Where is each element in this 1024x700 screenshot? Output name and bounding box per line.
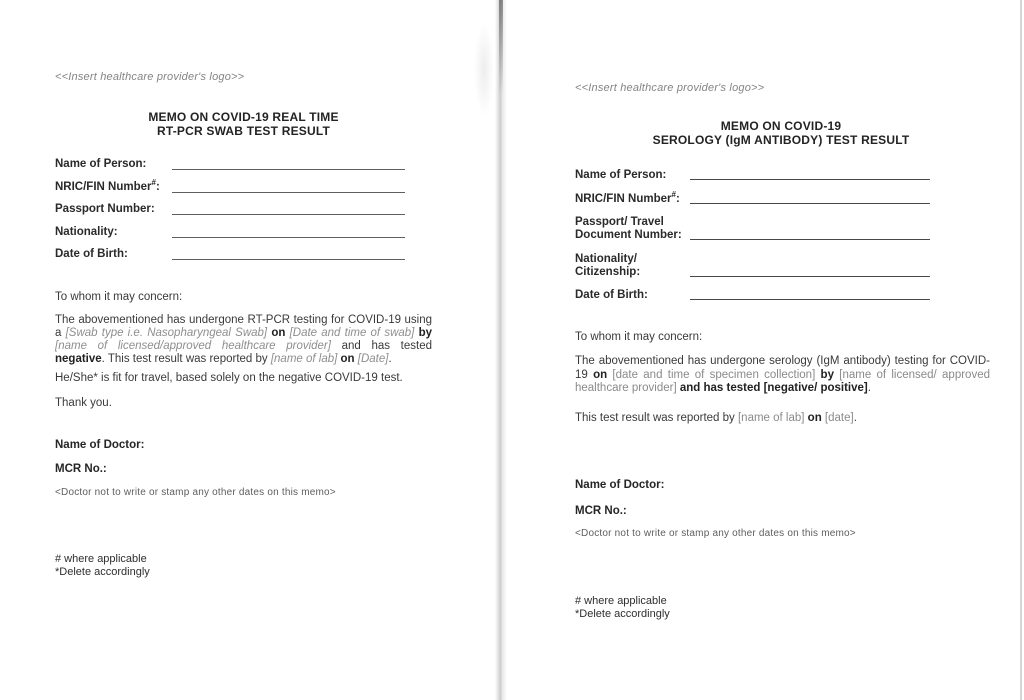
memo-title-line2: SEROLOGY (IgM ANTIBODY) TEST RESULT xyxy=(652,132,910,147)
field-label xyxy=(575,289,690,302)
form-field-row xyxy=(575,169,930,182)
text-segment: . This test result was reported by xyxy=(101,353,271,365)
text-segment: . xyxy=(853,412,857,424)
text-segment: [name of lab] xyxy=(270,353,338,365)
footnote-line: # where applicable xyxy=(575,595,667,607)
mcr-number-label: MCR No.: xyxy=(575,505,627,517)
fit-for-travel-text: He/She* is fit for travel, based solely on the negative COVID-19 test. xyxy=(55,372,403,384)
text-segment: [date and time of specimen collection] xyxy=(612,368,816,381)
text-segment: . xyxy=(867,382,871,394)
form-field-row xyxy=(575,216,930,242)
blank-fill-in-line xyxy=(172,237,405,238)
footnote-line: *Delete accordingly xyxy=(55,566,150,578)
superscript-mark: # xyxy=(671,189,676,199)
text-segment: [date] xyxy=(824,412,854,424)
form-field-row xyxy=(55,226,405,239)
text-segment: by xyxy=(414,327,432,339)
field-label-line: Nationality/ xyxy=(575,252,637,265)
result-paragraph xyxy=(575,355,990,396)
doctor-instruction-note: <Doctor not to write or stamp any other dates on this memo> xyxy=(55,487,336,498)
blank-fill-in-line xyxy=(172,214,405,215)
memo-page-rtpcr xyxy=(0,0,497,700)
scan-shadow-smudge xyxy=(474,22,494,117)
memo-title xyxy=(55,111,432,138)
person-detail-fields xyxy=(575,169,930,313)
form-field-row xyxy=(55,248,405,261)
text-segment: and has tested xyxy=(676,382,764,394)
reported-by-paragraph xyxy=(575,412,990,426)
blank-fill-in-line xyxy=(690,239,930,240)
text-segment: [negative/ positive] xyxy=(763,382,868,394)
text-segment: on xyxy=(267,327,290,339)
text-segment: negative xyxy=(55,353,102,365)
field-label-line: Date of Birth: xyxy=(575,289,648,301)
field-label-line: Name of Person: xyxy=(55,158,147,170)
text-segment: [Swab type i.e. Nasopharyngeal Swab] xyxy=(65,327,268,339)
text-segment: [Date and time of swab] xyxy=(289,327,415,339)
blank-fill-in-line xyxy=(172,169,405,170)
text-segment: on xyxy=(593,368,613,381)
memo-title xyxy=(575,120,987,147)
text-segment: [Date] xyxy=(357,353,389,365)
form-field-row xyxy=(575,289,930,302)
field-label xyxy=(575,189,690,206)
memo-title-line2: RT-PCR SWAB TEST RESULT xyxy=(156,123,331,138)
blank-fill-in-line xyxy=(172,259,405,260)
blank-fill-in-line xyxy=(690,276,930,277)
result-paragraph xyxy=(55,314,432,366)
blank-fill-in-line xyxy=(690,179,930,180)
salutation-text: To whom it may concern: xyxy=(575,331,703,343)
footnotes xyxy=(55,553,150,579)
text-segment: This test result was reported by xyxy=(575,412,738,424)
logo-placeholder-text: <<Insert healthcare provider's logo>> xyxy=(55,71,245,83)
field-label-line: NRIC/FIN Number#: xyxy=(575,189,680,205)
field-label-line: Passport Number: xyxy=(55,203,155,215)
field-label xyxy=(55,226,172,239)
text-segment: The abovementioned has undergone RT-PCR testing for COVID-19 using a xyxy=(55,314,432,339)
superscript-mark: # xyxy=(151,177,156,187)
memo-title-line1: MEMO ON COVID-19 REAL TIME xyxy=(148,110,339,124)
blank-fill-in-line xyxy=(172,192,405,193)
doctor-instruction-note: <Doctor not to write or stamp any other dates on this memo> xyxy=(575,528,856,539)
form-field-row xyxy=(55,177,405,194)
field-label xyxy=(575,216,690,242)
name-of-doctor-label: Name of Doctor: xyxy=(55,439,145,451)
text-segment: The abovementioned has undergone serology (IgM antibody) testing for COVID-19 xyxy=(575,355,990,381)
text-segment: by xyxy=(815,368,840,381)
field-label-line: Document Number: xyxy=(575,229,682,241)
salutation-text: To whom it may concern: xyxy=(55,291,183,303)
form-field-row xyxy=(55,158,405,171)
person-detail-fields xyxy=(55,158,405,271)
text-segment: [name of licensed/approved healthcare provider] xyxy=(55,340,331,352)
form-field-row xyxy=(55,203,405,216)
text-segment: on xyxy=(337,353,358,365)
footnotes xyxy=(575,595,670,621)
footnote-line: *Delete accordingly xyxy=(575,608,670,620)
field-label-line: Citizenship: xyxy=(575,265,641,278)
field-label xyxy=(575,169,690,182)
mcr-number-label: MCR No.: xyxy=(55,463,107,475)
field-label-line: Date of Birth: xyxy=(55,248,128,260)
text-segment: on xyxy=(804,412,825,424)
field-label-line: NRIC/FIN Number#: xyxy=(55,177,160,193)
name-of-doctor-label: Name of Doctor: xyxy=(575,479,665,491)
field-label xyxy=(55,177,172,194)
text-segment: [name of licensed/ approved healthcare provider] xyxy=(575,368,990,394)
field-label-line: Name of Person: xyxy=(575,169,667,181)
field-label-line: Nationality: xyxy=(55,225,118,238)
page-edge-shadow xyxy=(495,0,507,700)
thank-you-text: Thank you. xyxy=(55,397,112,409)
logo-placeholder-text: <<Insert healthcare provider's logo>> xyxy=(575,82,765,94)
memo-title-line1: MEMO ON COVID-19 xyxy=(720,119,842,133)
blank-fill-in-line xyxy=(690,203,930,204)
field-label xyxy=(575,253,690,279)
footnote-line: # where applicable xyxy=(55,553,147,565)
text-segment: and has tested xyxy=(330,340,432,352)
field-label xyxy=(55,158,172,171)
form-field-row xyxy=(575,189,930,206)
field-label xyxy=(55,248,172,261)
text-segment: . xyxy=(388,353,392,365)
field-label-line: Passport/ Travel xyxy=(575,216,664,228)
field-label xyxy=(55,203,172,216)
blank-fill-in-line xyxy=(690,299,930,300)
text-segment: [name of lab] xyxy=(737,412,805,424)
form-field-row xyxy=(575,253,930,279)
memo-page-serology xyxy=(508,0,1022,700)
